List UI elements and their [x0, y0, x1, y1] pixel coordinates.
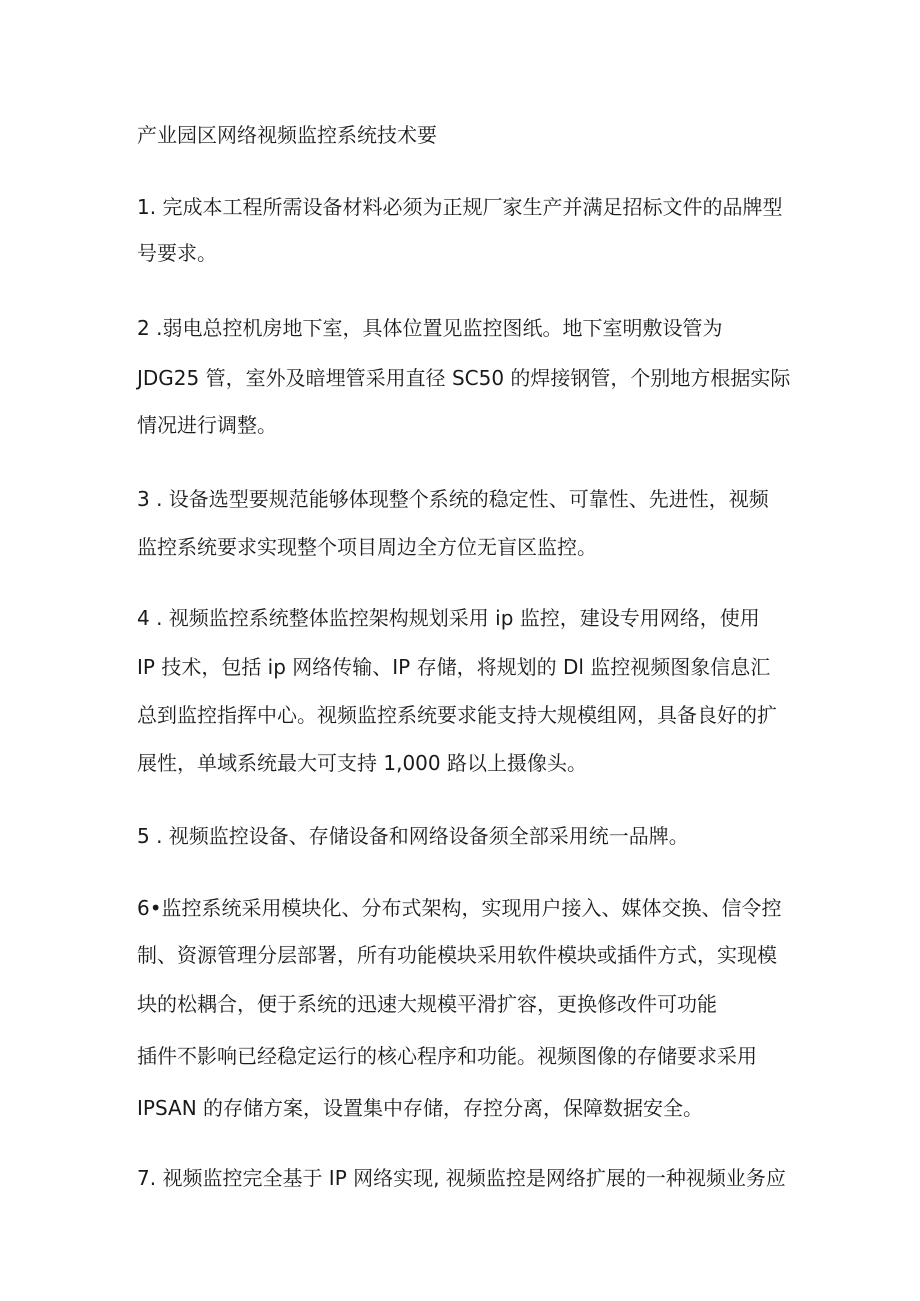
paragraph-6-line-1: 6•监控系统采用模块化、分布式架构，实现用户接入、媒体交换、信令控 [137, 896, 782, 920]
paragraph-1-line-2: 号要求。 [137, 241, 217, 265]
paragraph-2-line-2: JDG25 管，室外及暗埋管采用直径 SC50 的焊接钢管，个别地方根据实际 [137, 366, 791, 390]
paragraph-7-line-1: 7. 视频监控完全基于 IP 网络实现, 视频监控是网络扩展的一种视频业务应 [137, 1166, 786, 1190]
paragraph-3-line-1: 3 . 设备选型要规范能够体现整个系统的稳定性、可靠性、先进性，视频 [137, 487, 769, 511]
paragraph-4-line-4: 展性，单域系统最大可支持 1,000 路以上摄像头。 [137, 751, 587, 775]
paragraph-3-line-2: 监控系统要求实现整个项目周边全方位无盲区监控。 [137, 535, 597, 559]
paragraph-6-line-3: 块的松耦合，便于系统的迅速大规模平滑扩容，更换修改件可功能 [137, 992, 717, 1016]
paragraph-6-line-5: IPSAN 的存储方案，设置集中存储，存控分离，保障数据安全。 [137, 1096, 704, 1120]
document-title: 产业园区网络视频监控系统技术要 [137, 123, 437, 147]
paragraph-2-line-3: 情况进行调整。 [137, 413, 277, 437]
paragraph-4-line-2: IP 技术，包括 ip 网络传输、IP 存储，将规划的 Dl 监控视频图象信息汇 [137, 655, 771, 679]
paragraph-1-line-1: 1. 完成本工程所需设备材料必须为正规厂家生产并满足招标文件的品牌型 [137, 195, 783, 219]
paragraph-2-line-1: 2 .弱电总控机房地下室，具体位置见监控图纸。地下室明敷设管为 [137, 316, 723, 340]
paragraph-5-line-1: 5 . 视频监控设备、存储设备和网络设备须全部采用统一品牌。 [137, 824, 689, 848]
paragraph-6-line-4: 插件不影响已经稳定运行的核心程序和功能。视频图像的存储要求采用 [137, 1044, 757, 1068]
paragraph-6-line-2: 制、资源管理分层部署，所有功能模块采用软件模块或插件方式，实现模 [137, 943, 777, 967]
paragraph-4-line-1: 4 . 视频监控系统整体监控架构规划采用 ip 监控，建设专用网络，使用 [137, 606, 760, 630]
paragraph-4-line-3: 总到监控指挥中心。视频监控系统要求能支持大规模组网，具备良好的扩 [137, 703, 777, 727]
